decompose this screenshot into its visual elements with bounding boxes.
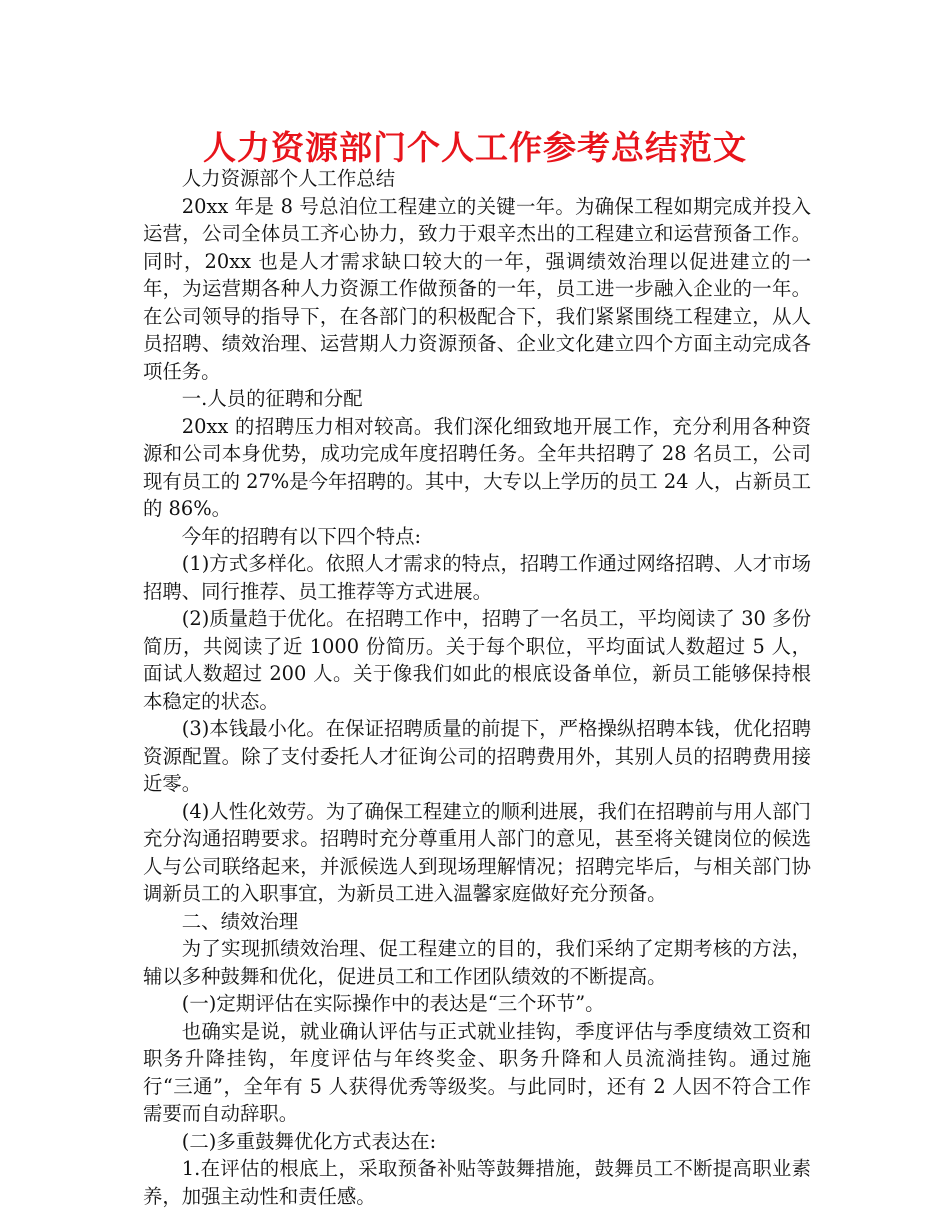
section-heading: 二、绩效治理 [181, 909, 299, 933]
list-item: (1)方式多样化。依照人才需求的特点，招聘工作通过网络招聘、人才市场招聘、同行推荐、员工推荐等方式进展。 [143, 552, 811, 603]
list-item: (2)质量趋于优化。在招聘工作中，招聘了一名员工，平均阅读了 30 多份简历，共阅读了近 1000 份简历。关于每个职位，平均面试人数超过 5 人，面试人数超过 200 人。关于像我们如此的根底设备单位，新员工能够保持根本稳定的状态。 [143, 607, 811, 713]
paragraph-subtitle: 人力资源部个人工作总结 [181, 167, 396, 190]
subsection-heading: (一)定期评估在实际操作中的表达是“三个环节”。 [181, 992, 605, 1015]
paragraph: 也确实是说，就业确认评估与正式就业挂钩，季度评估与季度绩效工资和职务升降挂钩，年度评估与年终奖金、职务升降和人员流淌挂钩。通过施行“三通”，全年有 5 人获得优秀等级奖。与此同时，还有 2 人因不符合工作需要而自动辞职。 [143, 1019, 811, 1125]
section-heading: 一.人员的征聘和分配 [181, 387, 363, 410]
list-item: 1.在评估的根底上，采取预备补贴等鼓舞措施，鼓舞员工不断提高职业素养，加强主动性和责任感。 [143, 1157, 811, 1208]
document-title: 人力资源部门个人工作参考总结范文 [203, 128, 747, 167]
paragraph: 今年的招聘有以下四个特点: [181, 524, 422, 548]
paragraph: 20xx 年是 8 号总泊位工程建立的关键一年。为确保工程如期完成并投入运营，公司全体员工齐心协力，致力于艰辛杰出的工程建立和运营预备工作。同时，20xx 也是人才需求缺口较大的一年，强调绩效治理以促进建立的一年，为运营期各种人力资源工作做预备的一年，员工进一步融入企业的一年。在公司领导的指导下，在各部门的积极配合下，我们紧紧围绕工程建立，从人员招聘、绩效治理、运营期人力资源预备、企业文化建立四个方面主动完成各项任务。 [143, 194, 811, 383]
document-body [143, 165, 811, 1210]
list-item: (4)人性化效劳。为了确保工程建立的顺利进展，我们在招聘前与用人部门充分沟通招聘要求。招聘时充分尊重用人部门的意见，甚至将关键岗位的候选人与公司联络起来，并派候选人到现场理解情况；招聘完毕后，与相关部门协调新员工的入职事宜，为新员工进入温馨家庭做好充分预备。 [143, 799, 811, 905]
paragraph: 20xx 的招聘压力相对较高。我们深化细致地开展工作，充分利用各种资源和公司本身优势，成功完成年度招聘任务。全年共招聘了 28 名员工，公司现有员工的 27%是今年招聘的。其中，大专以上学历的员工 24 人，占新员工的 86%。 [143, 414, 811, 520]
paragraph: 为了实现抓绩效治理、促工程建立的目的，我们采纳了定期考核的方法，辅以多种鼓舞和优化，促进员工和工作团队绩效的不断提高。 [143, 937, 811, 988]
list-item: (3)本钱最小化。在保证招聘质量的前提下，严格操纵招聘本钱，优化招聘资源配置。除了支付委托人才征询公司的招聘费用外，其别人员的招聘费用接近零。 [143, 717, 811, 795]
subsection-heading: (二)多重鼓舞优化方式表达在: [181, 1129, 437, 1153]
